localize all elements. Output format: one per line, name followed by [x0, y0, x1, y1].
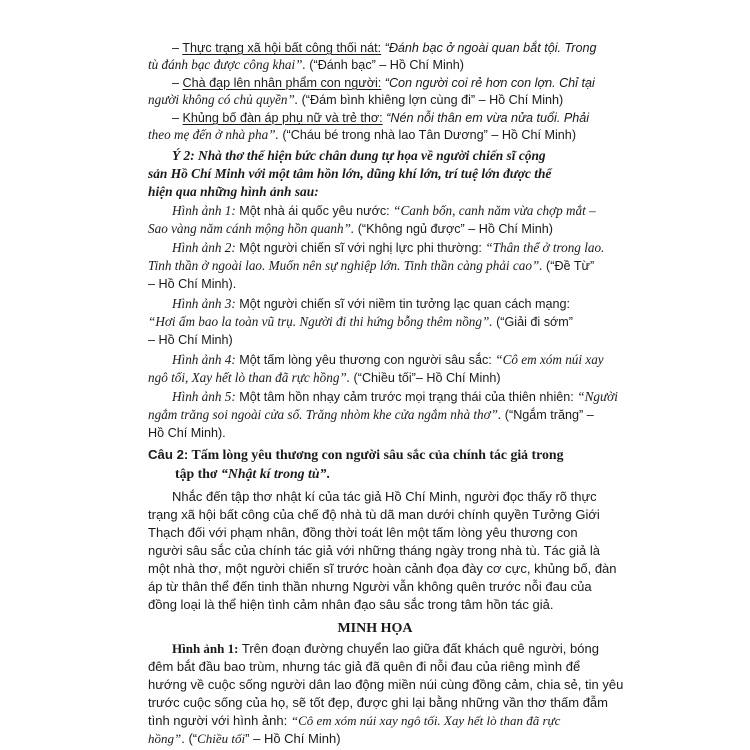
image-line [172, 240, 604, 256]
question-label: Câu 2: [148, 447, 189, 462]
bullet-label: Chà đạp lên nhân phẩm con người: [182, 76, 382, 90]
bullet-quote: theo mẹ đến ở nhà pha”. [148, 127, 279, 142]
paragraph-line: áp từ thân thể đến tinh thần nhưng Người vẫn không quên trước nỗi đau của [148, 579, 592, 594]
bullet-line [148, 92, 563, 108]
image-text: Một người chiến sĩ với niềm tin tưởng lạc quan cách mạng: [235, 297, 570, 311]
image-line [172, 203, 596, 219]
illustration-line: hướng về cuộc sống người dân lao động miền núi cùng đồng cảm, chia sẻ, tin yêu [148, 677, 624, 692]
paragraph-line: trạng xã hội bất công của chế độ nhà tù dã man dưới chính quyền Tưởng Giới [148, 507, 600, 522]
bullet-line [172, 40, 596, 56]
question-title: “Nhật kí trong tù” [220, 466, 327, 481]
illustration-source-title: Chiều tối [197, 731, 246, 746]
illustration-line [148, 731, 341, 747]
illustration-line: đêm bắt đầu bao trùm, nhưng tác giả đã quên đi nỗi đau của riêng mình để [148, 659, 581, 674]
image-source: – Hồ Chí Minh). [148, 277, 237, 291]
image-source: (“Chiều tối”– Hồ Chí Minh) [350, 371, 501, 385]
image-label: Hình ảnh 2: [172, 240, 236, 255]
image-source: (“Không ngủ được” – Hồ Chí Minh) [354, 222, 553, 236]
illustration-text: tình người với hình ảnh: [148, 713, 291, 728]
question-text: tập thơ [175, 466, 221, 481]
section-heading: MINH HỌA [337, 621, 413, 636]
illustration-line: trước cuộc sống của họ, sẽ tốt đẹp, được ghi lại bằng những vần thơ thấm đẫm [148, 695, 608, 710]
illustration-source: ” – Hồ Chí Minh) [245, 731, 341, 746]
image-quote: ngô tối, Xay hết lò than đã rực hồng”. [148, 370, 351, 385]
image-line [148, 258, 594, 274]
bullet-dash: – [172, 41, 183, 55]
illustration-line [148, 713, 560, 729]
bullet-line [148, 57, 464, 73]
bullet-quote: “Nén nỗi thân em vừa nửa tuổi. Phải [382, 111, 590, 125]
image-text: Một người chiến sĩ với nghị lực phi thường: [235, 241, 486, 255]
image-source: (“Ngắm trăng” – [501, 408, 594, 422]
question-text: . [326, 466, 330, 481]
bullet-quote: tù đánh bạc được công khai”. [148, 57, 306, 72]
image-quote: ngắm trăng soi ngoài cửa sổ. Trăng nhòm khe cửa ngắm nhà thơ”. [148, 407, 502, 422]
bullet-dash: – [172, 76, 183, 90]
bullet-source: (“Đám bình khiêng lợn cùng đi” – Hồ Chí Minh) [298, 93, 564, 107]
image-quote: “Hơi ấm bao la toàn vũ trụ. Người đi thi hứng bỗng thêm nồng”. [148, 314, 493, 329]
image-label: Hình ảnh 1: [172, 203, 236, 218]
bullet-quote: người không có chủ quyền”. [148, 92, 299, 107]
image-label: Hình ảnh 3: [172, 296, 236, 311]
image-quote: “Thân thể ở trong lao. [485, 240, 605, 255]
image-line [148, 407, 594, 423]
image-text: Một nhà ái quốc yêu nước: [235, 204, 394, 218]
image-line [172, 296, 570, 312]
bullet-label: Thực trạng xã hội bất công thối nát: [182, 41, 382, 55]
y2-line: Ý 2: Nhà thơ thể hiện bức chân dung tự họa về người chiến sĩ cộng [172, 148, 546, 163]
image-line [172, 389, 618, 405]
illustration-text: Trên đoạn đường chuyển lao giữa đất khách quê người, bóng [238, 641, 599, 656]
bullet-source: (“Cháu bé trong nhà lao Tân Dương” – Hồ Chí Minh) [278, 128, 577, 142]
image-quote: Sao vàng năm cánh mộng hồn quanh”. [148, 221, 355, 236]
image-quote: “Cô em xóm núi xay [495, 352, 604, 367]
image-line [148, 221, 553, 237]
illustration-text: . (“ [181, 731, 198, 746]
image-line [172, 352, 604, 368]
bullet-dash: – [172, 111, 183, 125]
image-quote: “Canh bốn, canh năm vừa chợp mắt – [393, 203, 596, 218]
question-text: Tấm lòng yêu thương con người sâu sắc của chính tác giả trong [188, 447, 564, 462]
image-text: Một tâm hồn nhạy cảm trước mọi trạng thái của thiên nhiên: [235, 390, 578, 404]
image-source: – Hồ Chí Minh) [148, 333, 233, 347]
y2-line: sản Hồ Chí Minh với một tâm hồn lớn, dũng khí lớn, trí tuệ lớn được thể [148, 166, 552, 181]
illustration-label: Hình ảnh 1: [172, 641, 239, 656]
question-heading [148, 447, 563, 463]
paragraph-line: Thạch đối với phạm nhân, đồng thời toát lên một tấm lòng yêu thương con [148, 525, 578, 540]
bullet-line [148, 127, 576, 143]
paragraph-line: đồng loại là thể hiện tình cảm nhân đạo sâu sắc trong tâm hồn tác giả. [148, 597, 554, 612]
bullet-line [172, 110, 589, 126]
image-label: Hình ảnh 5: [172, 389, 236, 404]
image-source: Hồ Chí Minh). [148, 426, 226, 440]
paragraph-line: Nhắc đến tập thơ nhật kí của tác giả Hồ Chí Minh, người đọc thấy rõ thực [172, 489, 597, 504]
image-label: Hình ảnh 4: [172, 352, 236, 367]
bullet-quote: “Con người coi rẻ hơn con lợn. Chỉ tại [381, 76, 595, 90]
illustration-quote: “Cô em xóm núi xay ngô tối. Xay hết lò than đã rực [290, 713, 561, 728]
y2-line: hiện qua những hình ảnh sau: [148, 184, 319, 199]
paragraph-line: người sâu sắc của chính tác giả với những tháng ngày trong nhà tù. Tác giả là [148, 543, 600, 558]
bullet-quote: “Đánh bạc ở ngoài quan bắt tội. Trong [381, 41, 597, 55]
question-heading [175, 466, 330, 482]
image-source: (“Giải đi sớm” [492, 315, 573, 329]
image-line [148, 370, 501, 386]
bullet-line [172, 75, 595, 91]
image-quote: “Người [577, 389, 618, 404]
bullet-label: Khủng bố đàn áp phụ nữ và trẻ thơ: [182, 111, 383, 125]
image-source: (“Đề Từ” [542, 259, 595, 273]
bullet-source: (“Đánh bạc” – Hồ Chí Minh) [305, 58, 464, 72]
image-line [148, 314, 573, 330]
image-text: Một tấm lòng yêu thương con người sâu sắc: [235, 353, 496, 367]
illustration-quote: hồng” [148, 731, 182, 746]
illustration-line [172, 641, 599, 657]
image-quote: Tinh thần ở ngoài lao. Muốn nên sự nghiệp lớn. Tinh thần càng phải cao”. [148, 258, 543, 273]
paragraph-line: một nhà thơ, một người chiến sĩ trước hoàn cảnh đọa đày cơ cực, khủng bố, đàn [148, 561, 617, 576]
